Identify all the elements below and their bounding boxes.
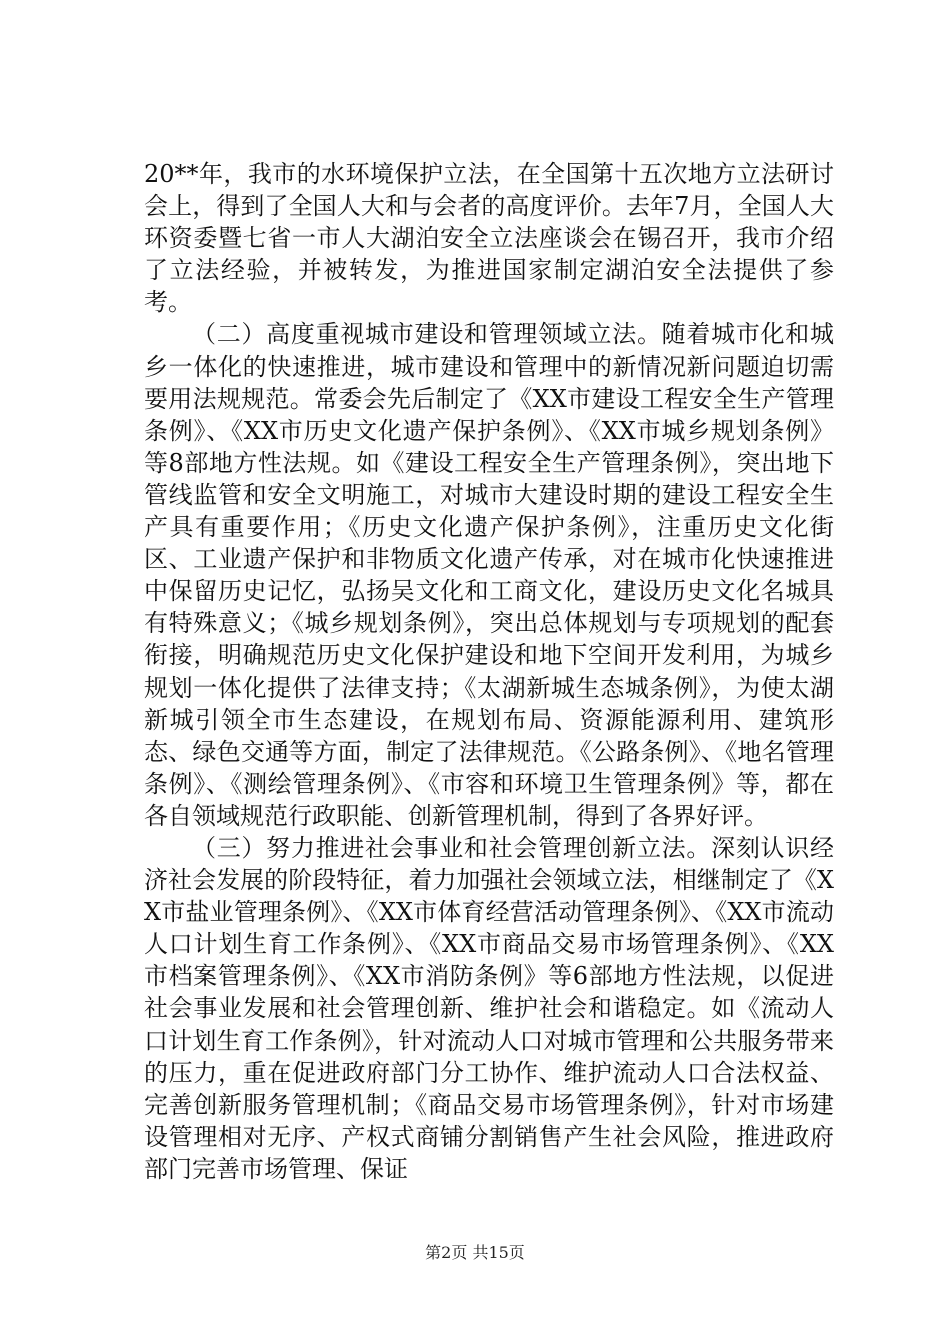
page-footer: 第2页 共15页: [425, 1243, 525, 1262]
paragraph-1: 20**年，我市的水环境保护立法，在全国第十五次地方立法研讨会上，得到了全国人大和与会者的高度评价。去年7月，全国人大环资委暨七省一市人大湖泊安全立法座谈会在锡召开，我市介绍了立法经验，并被转发，为推进国家制定湖泊安全法提供了参考。: [144, 160, 834, 317]
paragraph-3: （三）努力推进社会事业和社会管理创新立法。深刻认识经济社会发展的阶段特征，着力加强社会领域立法，相继制定了《XX市盐业管理条例》、《XX市体育经营活动管理条例》、《XX市流动人口计划生育工作条例》、《XX市商品交易市场管理条例》、《XX市档案管理条例》、《XX市消防条例》等6部地方性法规，以促进社会事业发展和社会管理创新、维护社会和谐稳定。如《流动人口计划生育工作条例》，针对流动人口对城市管理和公共服务带来的压力，重在促进政府部门分工协作、维护流动人口合法权益、完善创新服务管理机制；《商品交易市场管理条例》，针对市场建设管理相对无序、产权式商铺分割销售产生社会风险，推进政府部门完善市场管理、保证: [144, 833, 834, 1183]
document-body: [144, 158, 834, 1185]
paragraph-2: （二）高度重视城市建设和管理领域立法。随着城市化和城乡一体化的快速推进，城市建设和管理中的新情况新问题迫切需要用法规规范。常委会先后制定了《XX市建设工程安全生产管理条例》、《XX市历史文化遗产保护条例》、《XX市城乡规划条例》等8部地方性法规。如《建设工程安全生产管理条例》，突出地下管线监管和安全文明施工，对城市大建设时期的建设工程安全生产具有重要作用；《历史文化遗产保护条例》，注重历史文化街区、工业遗产保护和非物质文化遗产传承，对在城市化快速推进中保留历史记忆，弘扬吴文化和工商文化，建设历史文化名城具有特殊意义；《城乡规划条例》，突出总体规划与专项规划的配套衔接，明确规范历史文化保护建设和地下空间开发利用，为城乡规划一体化提供了法律支持；《太湖新城生态城条例》，为使太湖新城引领全市生态建设，在规划布局、资源能源利用、建筑形态、绿色交通等方面，制定了法律规范。《公路条例》、《地名管理条例》、《测绘管理条例》、《市容和环境卫生管理条例》等，都在各自领域规范行政职能、创新管理机制，得到了各界好评。: [144, 320, 834, 830]
